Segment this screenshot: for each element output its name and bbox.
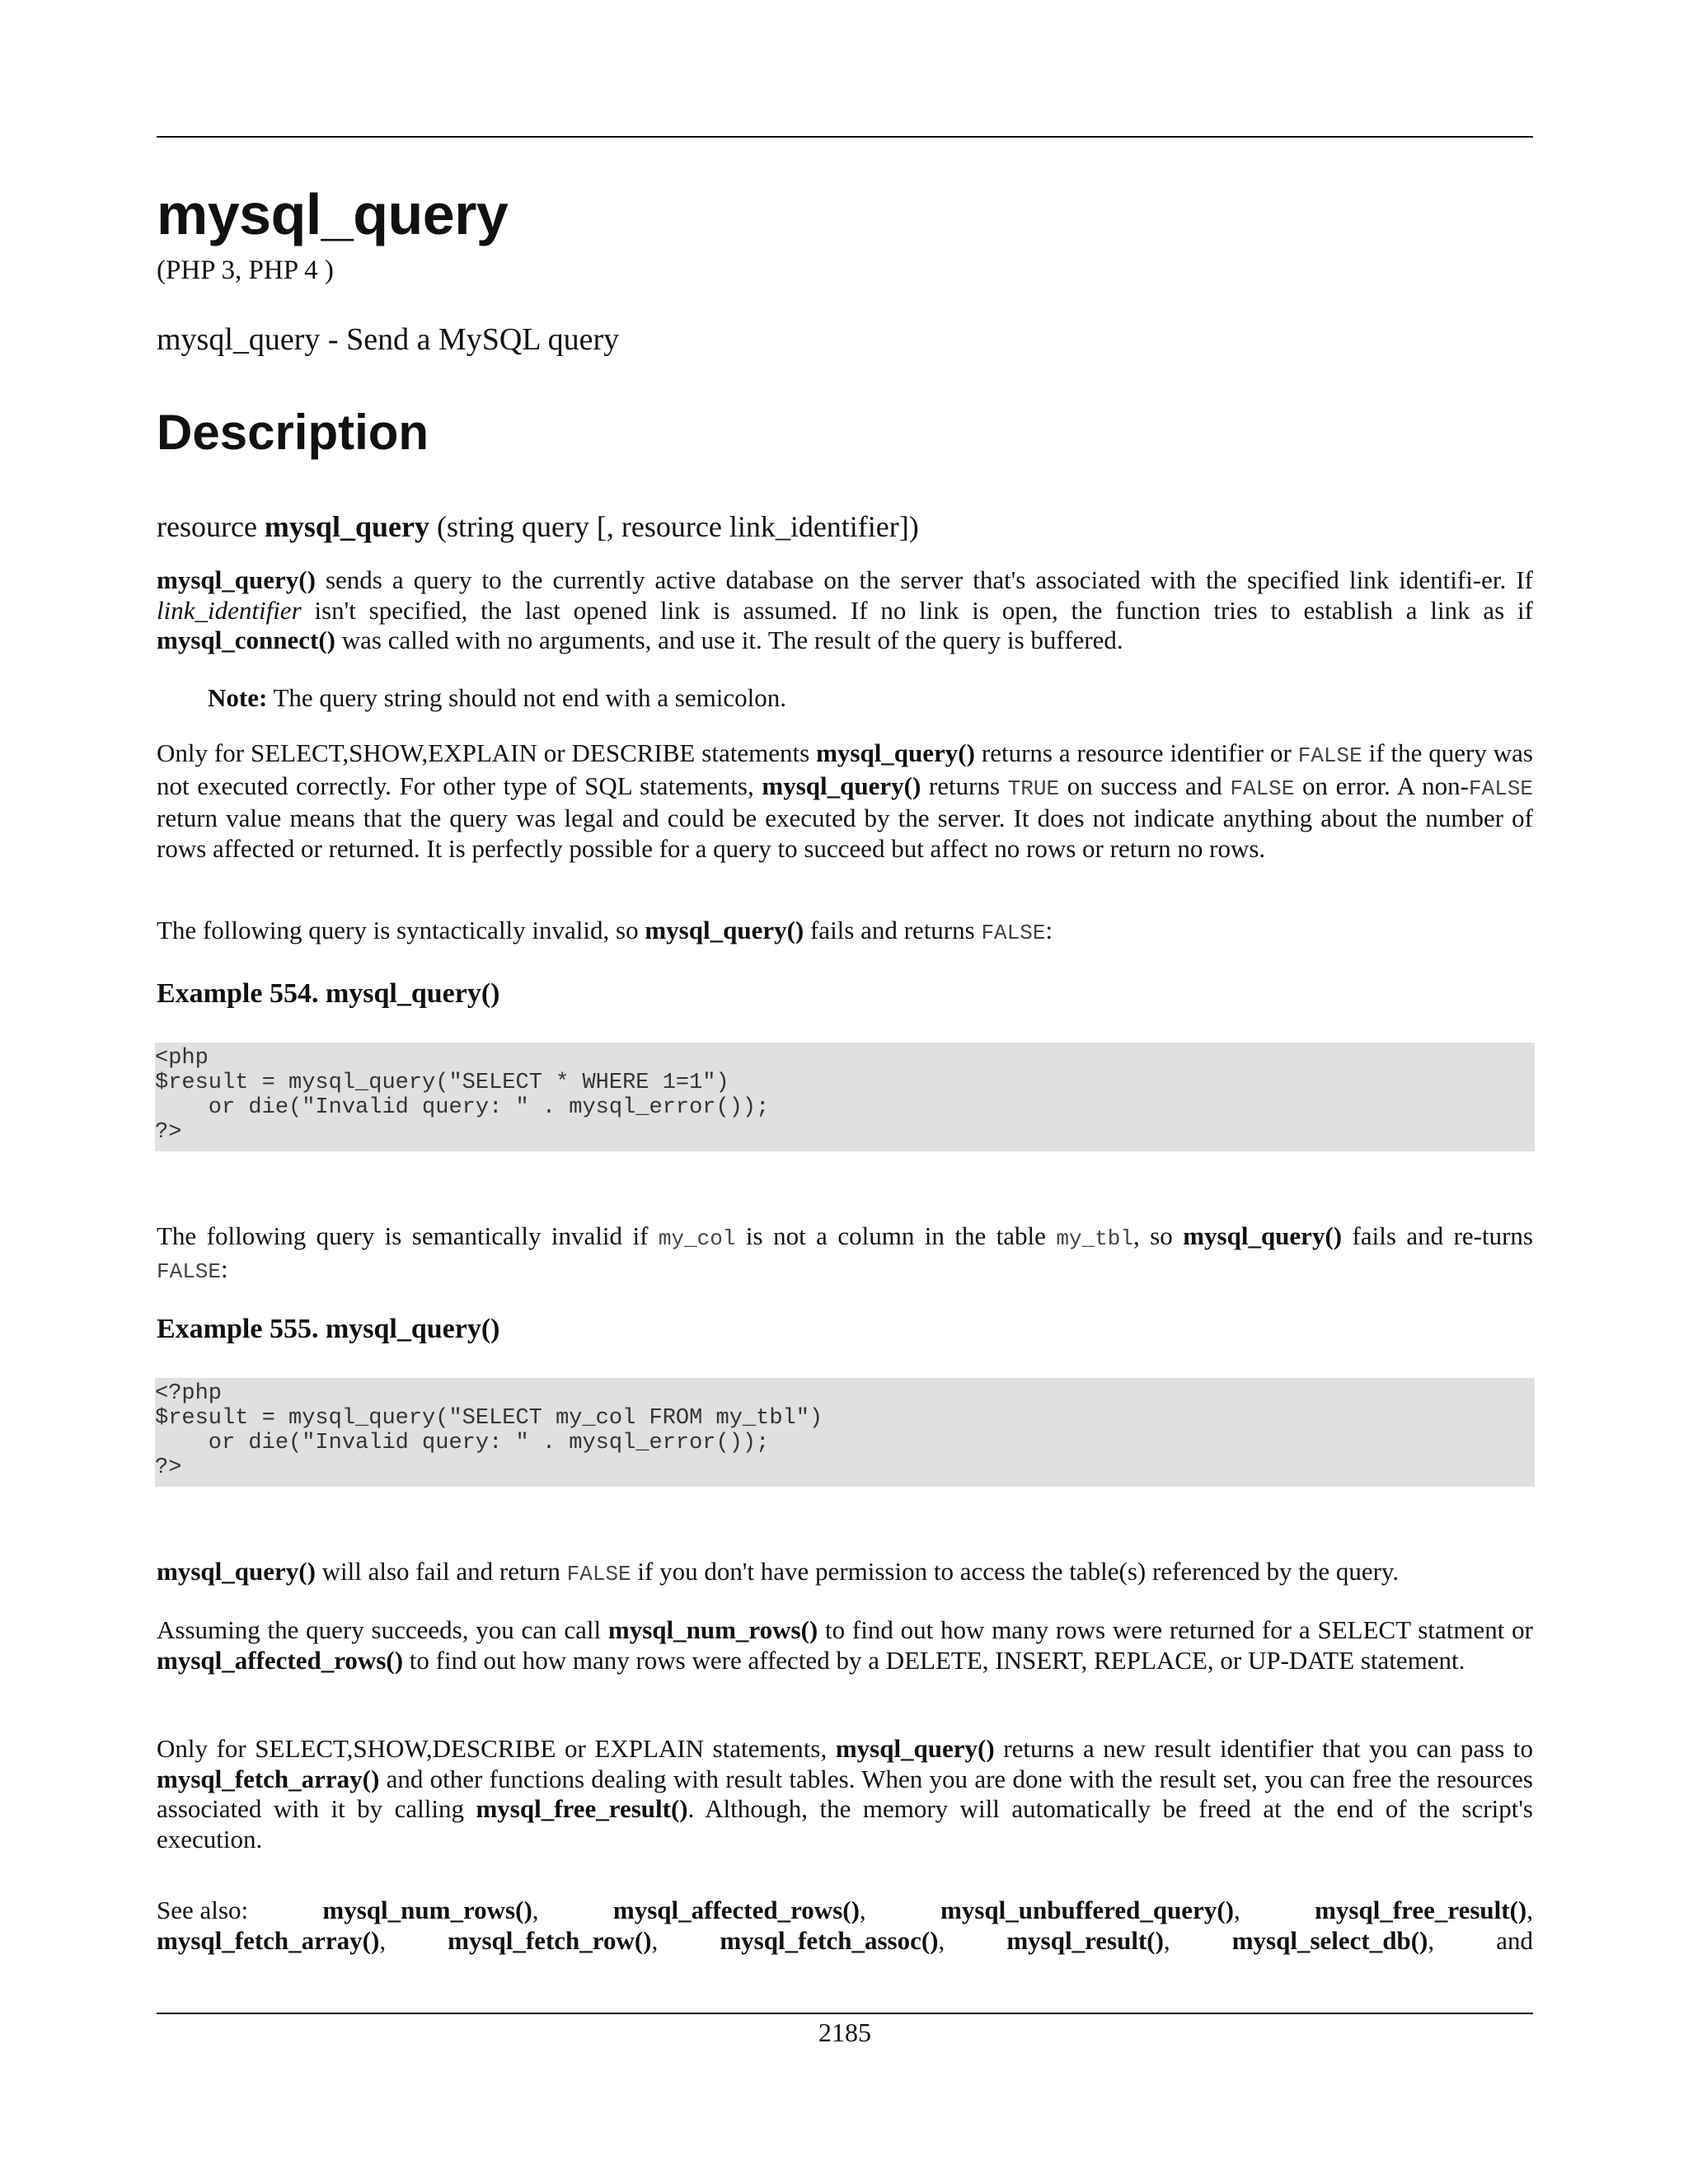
see-also-line-1: See also: mysql_num_rows(), mysql_affected_rows(), mysql_unbuffered_query(), mysql_free_result(), [157, 1896, 1533, 1924]
see-also-link[interactable]: mysql_result() [1006, 1925, 1164, 1955]
paragraph-rows: Assuming the query succeeds, you can call mysql_num_rows() to find out how many rows were returned for a SELECT statment or mysql_affected_rows() to find out how many rows were affected by a DELETE, INSERT, REPLACE, or UP-DATE statement. [157, 1615, 1533, 1675]
param-ref: link_identifier [157, 595, 302, 625]
function-ref: mysql_query() [157, 565, 316, 594]
note [208, 683, 786, 714]
function-ref: mysql_query() [762, 771, 921, 800]
paragraph-syntax-invalid: The following query is syntactically invalid, so mysql_query() fails and returns FALSE: [157, 916, 1053, 945]
literal-false: FALSE [1469, 776, 1534, 801]
footer-rule [157, 2013, 1533, 2014]
example-555-code-box [155, 1378, 1535, 1487]
literal-false: FALSE [157, 1258, 222, 1284]
see-also-link[interactable]: mysql_fetch_row() [448, 1925, 652, 1955]
example-554-title: Example 554. mysql_query() [157, 978, 500, 1009]
see-also-link[interactable]: mysql_num_rows() [322, 1896, 532, 1924]
function-ref: mysql_query() [816, 738, 975, 767]
see-also-and: and [1496, 1925, 1533, 1955]
synopsis-params: (string query [, resource link_identifier]) [436, 510, 919, 543]
see-also-link[interactable]: mysql_unbuffered_query() [940, 1896, 1234, 1924]
literal-col: my_col [658, 1226, 736, 1251]
page-number: 2185 [818, 2018, 871, 2047]
php-versions: (PHP 3, PHP 4 ) [157, 255, 334, 285]
function-ref: mysql_num_rows() [607, 1615, 818, 1644]
synopsis-return-type: resource [157, 510, 257, 543]
function-ref: mysql_query() [1183, 1221, 1343, 1250]
see-also-line-2: mysql_fetch_array(), mysql_fetch_row(), mysql_fetch_assoc(), mysql_result(), mysql_select_db(), and [157, 1925, 1533, 1955]
literal-true: TRUE [1007, 776, 1060, 801]
function-synopsis [157, 509, 919, 544]
literal-false: FALSE [566, 1562, 631, 1586]
literal-false: FALSE [1230, 776, 1295, 801]
see-also [157, 1896, 1533, 1956]
see-also-link[interactable]: mysql_free_result() [1315, 1896, 1527, 1924]
example-554-code-box [155, 1043, 1535, 1151]
paragraph-intro: mysql_query() sends a query to the currently active database on the server that's associated with the specified link identifi-er. If link_identifier isn't specified, the last opened link is assumed. If no link is open, the function tries to establish a link as if mysql_connect() was called with no arguments, and use it. The result of the query is buffered. [157, 565, 1533, 654]
example-554-code: <php $result = mysql_query("SELECT * WHERE 1=1") or die("Invalid query: " . mysql_error()); ?> [155, 1046, 770, 1145]
paragraph-semantic-invalid: The following query is semantically invalid if my_col is not a column in the table my_tbl, so mysql_query() fails and re-turns FALSE: [157, 1221, 1533, 1284]
function-ref: mysql_affected_rows() [157, 1645, 404, 1675]
function-ref: mysql_query() [835, 1734, 995, 1763]
function-ref: mysql_query() [157, 1557, 316, 1586]
section-heading-description: Description [157, 405, 429, 460]
paragraph-permission: mysql_query() will also fail and return FALSE if you don't have permission to access the table(s) referenced by the query. [157, 1557, 1400, 1586]
literal-false: FALSE [981, 921, 1046, 945]
function-ref: mysql_query() [645, 916, 804, 944]
example-555-title: Example 555. mysql_query() [157, 1314, 500, 1344]
example-555-code: <?php $result = mysql_query("SELECT my_col FROM my_tbl") or die("Invalid query: " . mysql_error()); ?> [155, 1381, 823, 1480]
paragraph-result-identifier: Only for SELECT,SHOW,DESCRIBE or EXPLAIN statements, mysql_query() returns a new result identifier that you can pass to mysql_fetch_array() and other functions dealing with result tables. When you are done with the result set, you can free the resources associated with it by calling mysql_free_result(). Although, the memory will automatically be freed at the end of the script's execution. [157, 1734, 1533, 1854]
page-title: mysql_query [157, 182, 509, 246]
see-also-link[interactable]: mysql_fetch_assoc() [720, 1925, 939, 1955]
header-rule [157, 136, 1533, 138]
literal-false: FALSE [1297, 743, 1362, 768]
see-also-label: See also: [157, 1896, 249, 1924]
literal-tbl: my_tbl [1056, 1226, 1133, 1251]
note-text: The query string should not end with a semicolon. [267, 683, 786, 712]
function-ref: mysql_free_result() [476, 1794, 688, 1823]
function-ref: mysql_fetch_array() [157, 1764, 380, 1793]
synopsis-function-name: mysql_query [264, 510, 429, 543]
see-also-link[interactable]: mysql_affected_rows() [612, 1896, 860, 1924]
note-label: Note: [208, 683, 268, 712]
see-also-link[interactable]: mysql_fetch_array() [157, 1925, 380, 1955]
paragraph-return-values: Only for SELECT,SHOW,EXPLAIN or DESCRIBE statements mysql_query() returns a resource identifier or FALSE if the query was not executed correctly. For other type of SQL statements, mysql_query() returns TRUE on success and FALSE on error. A non-FALSE return value means that the query was legal and could be executed by the server. It does not indicate anything about the number of rows affected or returned. It is perfectly possible for a query to succeed but affect no rows or return no rows. [157, 738, 1534, 863]
function-ref: mysql_connect() [157, 626, 335, 654]
see-also-link[interactable]: mysql_select_db() [1231, 1925, 1428, 1955]
ref-purpose: mysql_query - Send a MySQL query [157, 322, 620, 357]
